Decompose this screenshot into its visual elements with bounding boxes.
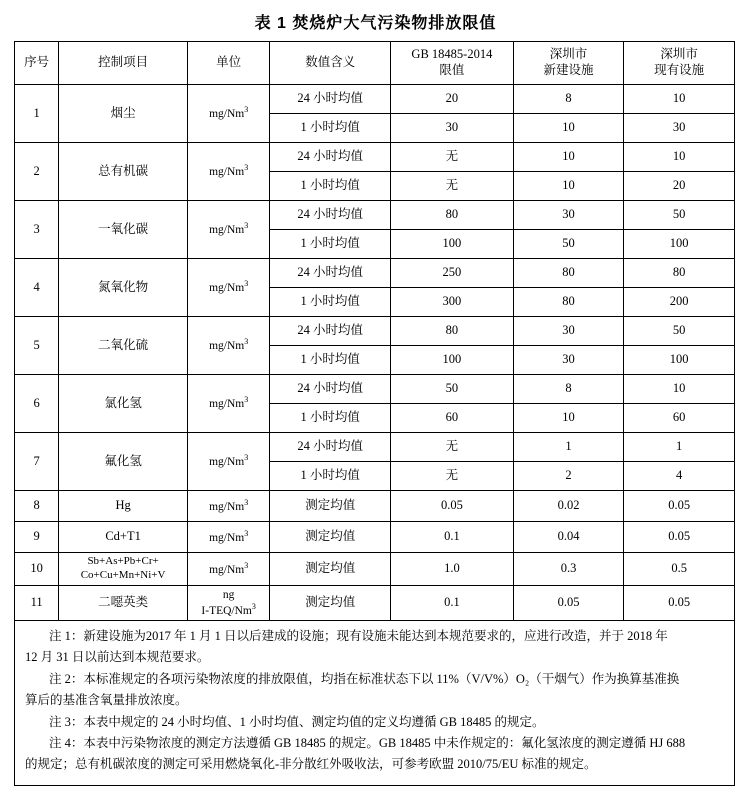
cell-control-item: 氯化氢 [59,375,188,433]
cell-value-meaning: 1 小时均值 [270,288,391,317]
note-label: 注 4： [49,735,84,750]
cell-unit: ng I-TEQ/Nm$^3$ [187,585,269,621]
cell-serial-number: 8 [15,491,59,522]
table-row [15,522,735,553]
cell-new-facility: 0.04 [513,522,624,553]
cell-serial-number: 9 [15,522,59,553]
cell-gb-limit: 250 [391,259,514,288]
cell-existing-facility: 100 [624,346,735,375]
cell-unit: mg/Nm$^3$ [187,85,269,143]
cell-new-facility: 10 [513,172,624,201]
cell-gb-limit: 0.1 [391,522,514,553]
cell-control-item: 二噁英类 [59,585,188,621]
note-continuation: 12 月 31 日以前达到本规范要求。 [25,650,210,665]
header-cell-no: 序号 [15,42,59,85]
cell-new-facility: 8 [513,375,624,404]
cell-value-meaning: 1 小时均值 [270,346,391,375]
note-text: 本标准规定的各项污染物浓度的排放限值，均指在标准状态下以 11%（V/V%）O₂（干烟气）作为换算基准换 [83,671,680,686]
cell-unit: mg/Nm$^3$ [187,317,269,375]
cell-new-facility: 50 [513,230,624,259]
note-paragraph [25,713,724,732]
table-row [15,433,735,462]
cell-gb-limit: 80 [391,317,514,346]
table-row [15,259,735,288]
cell-existing-facility: 50 [624,201,735,230]
cell-existing-facility: 20 [624,172,735,201]
cell-existing-facility: 0.05 [624,585,735,621]
cell-serial-number: 10 [15,553,59,586]
table-row [15,317,735,346]
cell-existing-facility: 60 [624,404,735,433]
table-notes [14,621,735,786]
cell-unit: mg/Nm$^3$ [187,433,269,491]
cell-control-item: 氮氧化物 [59,259,188,317]
cell-value-meaning: 测定均值 [270,553,391,586]
header-cell-old: 深圳市 现有设施 [624,42,735,85]
cell-new-facility: 2 [513,462,624,491]
cell-value-meaning: 1 小时均值 [270,462,391,491]
note-label: 注 1： [49,629,84,644]
cell-unit: mg/Nm$^3$ [187,522,269,553]
cell-gb-limit: 60 [391,404,514,433]
cell-gb-limit: 1.0 [391,553,514,586]
cell-control-item: 氟化氢 [59,433,188,491]
header-cell-gb: GB 18485-2014 限值 [391,42,514,85]
cell-value-meaning: 24 小时均值 [270,375,391,404]
cell-existing-facility: 80 [624,259,735,288]
cell-control-item: Sb+As+Pb+Cr+ Co+Cu+Mn+Ni+V [59,553,188,586]
cell-value-meaning: 1 小时均值 [270,172,391,201]
cell-new-facility: 30 [513,346,624,375]
cell-existing-facility: 10 [624,143,735,172]
table-row [15,375,735,404]
cell-unit: mg/Nm$^3$ [187,491,269,522]
cell-unit: mg/Nm$^3$ [187,375,269,433]
table-row [15,143,735,172]
cell-gb-limit: 30 [391,114,514,143]
cell-value-meaning: 24 小时均值 [270,85,391,114]
note-continuation: 算后的基准含氧量排放浓度。 [25,693,188,708]
cell-new-facility: 8 [513,85,624,114]
cell-serial-number: 1 [15,85,59,143]
cell-gb-limit: 无 [391,462,514,491]
cell-existing-facility: 0.5 [624,553,735,586]
cell-control-item: Hg [59,491,188,522]
cell-gb-limit: 100 [391,346,514,375]
cell-unit: mg/Nm$^3$ [187,201,269,259]
note-label: 注 2： [49,671,84,686]
cell-unit: mg/Nm$^3$ [187,553,269,586]
cell-existing-facility: 4 [624,462,735,491]
cell-value-meaning: 24 小时均值 [270,201,391,230]
cell-control-item: 一氧化碳 [59,201,188,259]
cell-existing-facility: 0.05 [624,491,735,522]
cell-existing-facility: 10 [624,375,735,404]
note-text: 本表中污染物浓度的测定方法遵循 GB 18485 的规定。GB 18485 中未作规定的：氟化氢浓度的测定遵循 HJ 688 [83,735,686,750]
cell-value-meaning: 1 小时均值 [270,404,391,433]
cell-value-meaning: 测定均值 [270,585,391,621]
cell-new-facility: 80 [513,288,624,317]
cell-gb-limit: 100 [391,230,514,259]
cell-gb-limit: 无 [391,433,514,462]
cell-serial-number: 11 [15,585,59,621]
header-cell-mean: 数值含义 [270,42,391,85]
note-continuation: 的规定；总有机碳浓度的测定可采用燃烧氧化-非分散红外吸收法，可参考欧盟 2010/75/EU 标准的规定。 [25,757,597,772]
table-header [15,42,735,85]
cell-new-facility: 0.05 [513,585,624,621]
table-row [15,585,735,621]
table-row [15,201,735,230]
cell-gb-limit: 0.1 [391,585,514,621]
cell-new-facility: 10 [513,404,624,433]
cell-gb-limit: 无 [391,143,514,172]
cell-existing-facility: 0.05 [624,522,735,553]
cell-gb-limit: 0.05 [391,491,514,522]
cell-new-facility: 10 [513,114,624,143]
cell-gb-limit: 20 [391,85,514,114]
cell-new-facility: 1 [513,433,624,462]
cell-value-meaning: 24 小时均值 [270,433,391,462]
cell-control-item: 烟尘 [59,85,188,143]
cell-value-meaning: 24 小时均值 [270,259,391,288]
cell-existing-facility: 10 [624,85,735,114]
note-text: 本表中规定的 24 小时均值、1 小时均值、测定均值的定义均遵循 GB 18485 的规定。 [83,714,545,729]
cell-new-facility: 0.3 [513,553,624,586]
cell-value-meaning: 测定均值 [270,491,391,522]
header-cell-new: 深圳市 新建设施 [513,42,624,85]
cell-new-facility: 30 [513,201,624,230]
cell-new-facility: 0.02 [513,491,624,522]
emission-limits-table [14,41,735,621]
cell-new-facility: 30 [513,317,624,346]
page-title: 表 1 焚烧炉大气污染物排放限值 [254,15,497,32]
cell-new-facility: 10 [513,143,624,172]
header-cell-item: 控制项目 [59,42,188,85]
cell-serial-number: 4 [15,259,59,317]
cell-serial-number: 6 [15,375,59,433]
cell-unit: mg/Nm$^3$ [187,143,269,201]
note-text: 新建设施为2017 年 1 月 1 日以后建成的设施；现有设施未能达到本规范要求的，应进行改造，并于 2018 年 [83,629,668,644]
table-body [15,85,735,621]
cell-serial-number: 7 [15,433,59,491]
cell-control-item: Cd+T1 [59,522,188,553]
cell-existing-facility: 50 [624,317,735,346]
cell-value-meaning: 24 小时均值 [270,317,391,346]
table-row [15,553,735,586]
cell-unit: mg/Nm$^3$ [187,259,269,317]
cell-control-item: 二氧化硫 [59,317,188,375]
cell-gb-limit: 300 [391,288,514,317]
header-cell-unit: 单位 [187,42,269,85]
cell-existing-facility: 1 [624,433,735,462]
cell-existing-facility: 30 [624,114,735,143]
note-paragraph [25,670,724,689]
note-label: 注 3： [49,714,84,729]
cell-gb-limit: 80 [391,201,514,230]
cell-value-meaning: 测定均值 [270,522,391,553]
cell-value-meaning: 24 小时均值 [270,143,391,172]
cell-value-meaning: 1 小时均值 [270,230,391,259]
cell-existing-facility: 100 [624,230,735,259]
note-paragraph [25,734,724,753]
cell-gb-limit: 无 [391,172,514,201]
cell-existing-facility: 200 [624,288,735,317]
note-paragraph [25,627,724,646]
cell-control-item: 总有机碳 [59,143,188,201]
table-row [15,85,735,114]
table-row [15,491,735,522]
cell-serial-number: 2 [15,143,59,201]
cell-serial-number: 5 [15,317,59,375]
cell-gb-limit: 50 [391,375,514,404]
cell-value-meaning: 1 小时均值 [270,114,391,143]
cell-new-facility: 80 [513,259,624,288]
header-row [15,42,735,85]
cell-serial-number: 3 [15,201,59,259]
